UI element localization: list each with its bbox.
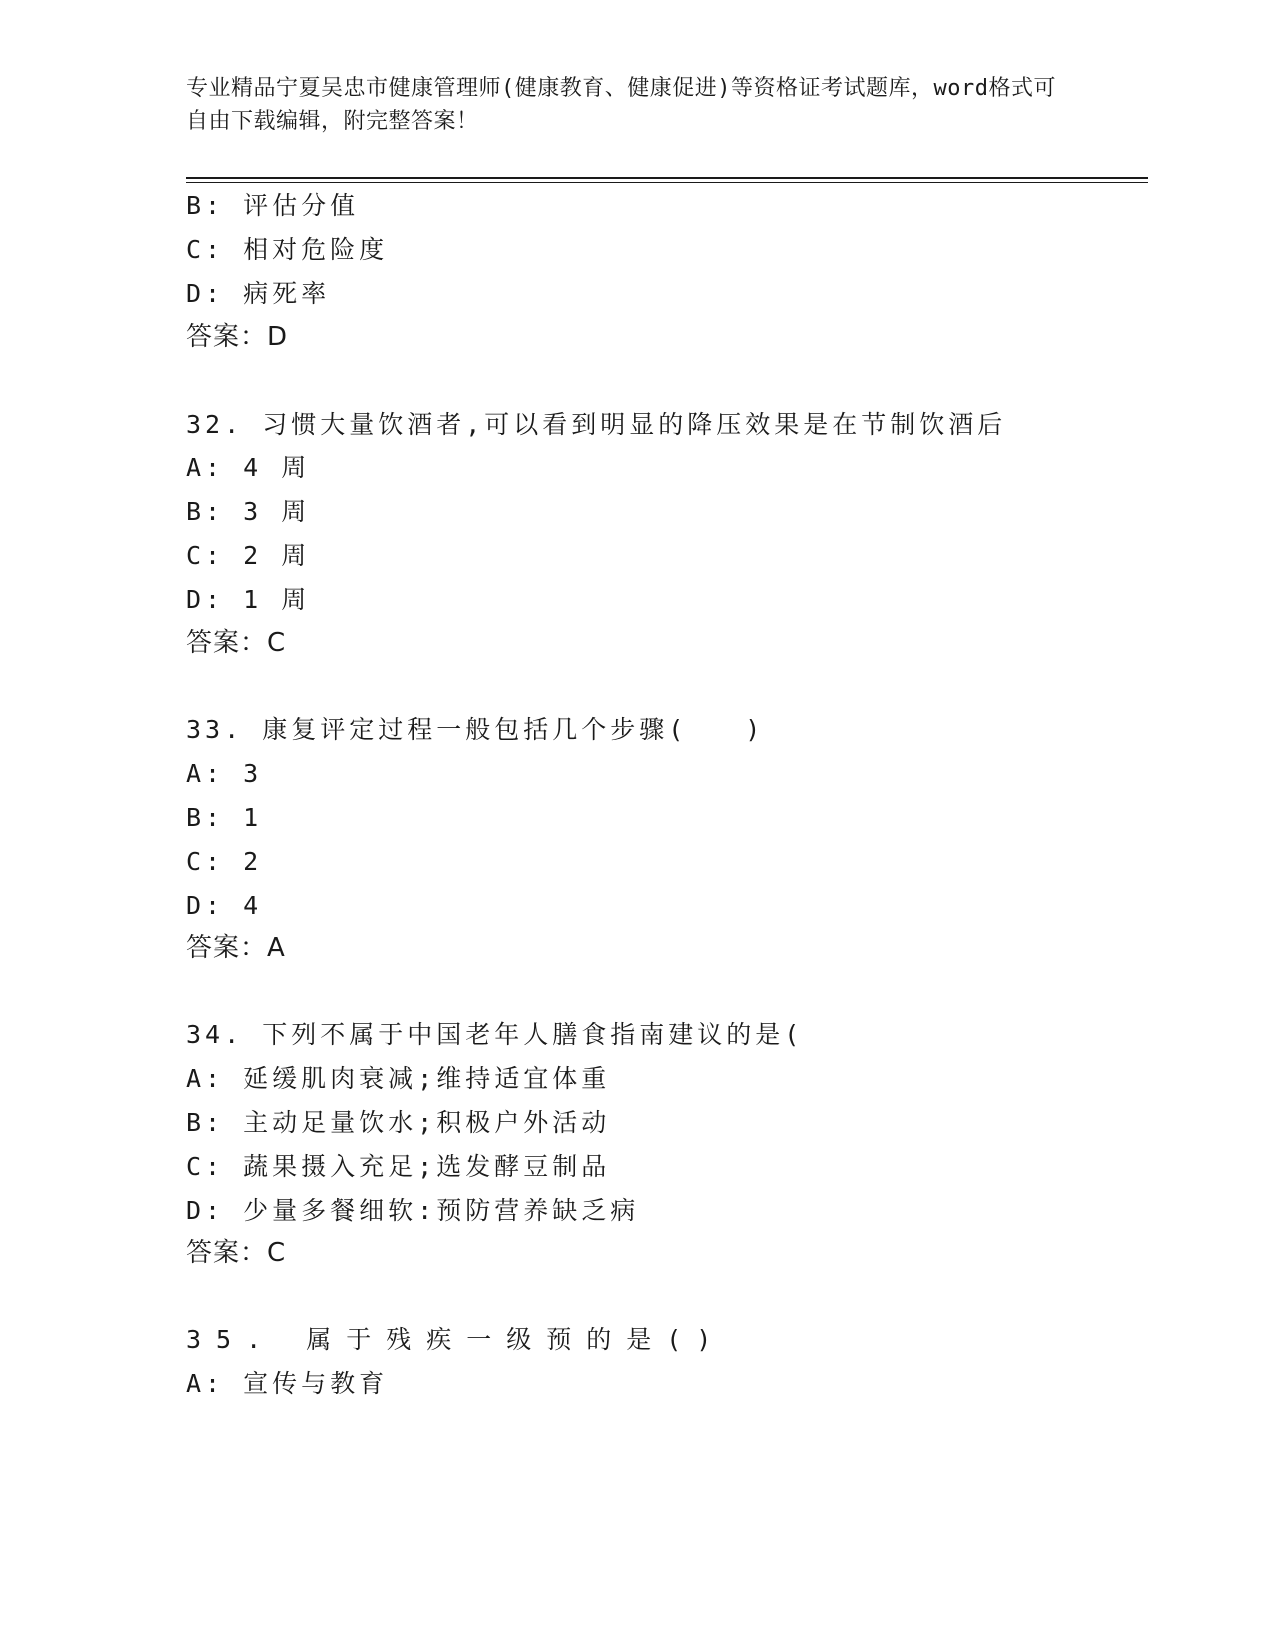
document-header: 专业精品宁夏吴忠市健康管理师(健康教育、健康促进)等资格证考试题库，word格式可自由下载编辑，附完整答案！ <box>186 76 1056 134</box>
question-33: 33. 康复评定过程一般包括几个步骤( ) <box>186 715 765 744</box>
answer-q32: 答案：C <box>186 628 287 658</box>
option-d-q32: D: 1 周 <box>186 585 311 614</box>
option-c-q33: C: 2 <box>186 847 263 876</box>
option-d-q34: D: 少量多餐细软:预防营养缺乏病 <box>186 1196 640 1225</box>
option-a-q33: A: 3 <box>186 759 263 788</box>
question-35: 35. 属于残疾一级预的是() <box>186 1325 727 1354</box>
option-c-q31: C: 相对危险度 <box>186 235 389 264</box>
option-b-q34: B: 主动足量饮水;积极户外活动 <box>186 1108 611 1137</box>
option-a-q35: A: 宣传与教育 <box>186 1369 389 1398</box>
option-b-q32: B: 3 周 <box>186 497 311 526</box>
answer-q33: 答案：A <box>186 933 286 963</box>
option-c-q34: C: 蔬果摄入充足;选发酵豆制品 <box>186 1152 611 1181</box>
answer-q31: 答案：D <box>186 322 289 352</box>
question-34: 34. 下列不属于中国老年人膳食指南建议的是( <box>186 1020 804 1049</box>
answer-q34: 答案：C <box>186 1238 287 1268</box>
option-b-q33: B: 1 <box>186 803 263 832</box>
header-rule-thick <box>186 177 1148 179</box>
option-b-q31: B: 评估分值 <box>186 191 360 220</box>
option-d-q31: D: 病死率 <box>186 279 331 308</box>
header-rule-thin <box>186 182 1148 183</box>
question-32: 32. 习惯大量饮酒者,可以看到明显的降压效果是在节制饮酒后 <box>186 410 1007 439</box>
option-d-q33: D: 4 <box>186 891 263 920</box>
option-a-q32: A: 4 周 <box>186 453 311 482</box>
option-a-q34: A: 延缓肌肉衰减;维持适宜体重 <box>186 1064 611 1093</box>
option-c-q32: C: 2 周 <box>186 541 311 570</box>
